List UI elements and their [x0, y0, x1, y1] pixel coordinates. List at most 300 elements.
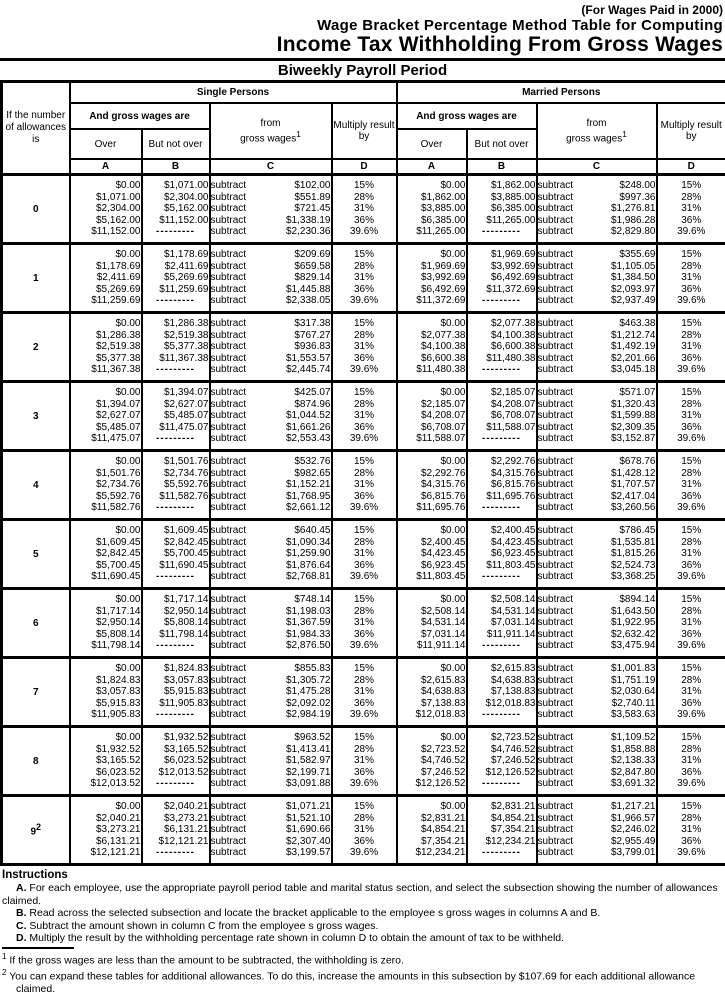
- rate-value: 36%: [333, 698, 396, 710]
- but-not-over-value: $1,501.76: [143, 456, 209, 468]
- subtract-line: [211, 560, 331, 572]
- wages-paid-note: (For Wages Paid in 2000): [0, 3, 723, 17]
- no-upper-limit-dashes: ---------: [468, 640, 536, 652]
- subtract-word: subtract: [211, 364, 247, 376]
- no-upper-limit-dashes: ---------: [468, 778, 536, 790]
- over-value: $2,400.45: [398, 537, 466, 549]
- subtract-amount: $355.69: [619, 249, 655, 261]
- but-not-over-value: $12,018.83: [468, 698, 536, 710]
- instructions-section: [0, 866, 725, 995]
- allowance-count: 7: [33, 687, 39, 698]
- allowance-count: 2: [33, 342, 39, 353]
- no-upper-limit-dashes: ---------: [143, 433, 209, 445]
- subtract-line: [211, 571, 331, 583]
- over-value: $11,372.69: [398, 295, 466, 307]
- but-not-over-value: $6,131.21: [143, 824, 209, 836]
- rate-value: 28%: [333, 606, 396, 618]
- subtract-amount: $551.89: [294, 192, 330, 204]
- subtract-word: subtract: [538, 709, 574, 721]
- subtract-word: subtract: [211, 847, 247, 859]
- subtract-amount: $2,524.73: [611, 560, 656, 572]
- over-value: $0.00: [71, 318, 141, 330]
- no-upper-limit-dashes: ---------: [143, 571, 209, 583]
- subtract-line: [211, 755, 331, 767]
- subtract-amount: $532.76: [294, 456, 330, 468]
- over-value: $4,854.21: [398, 824, 466, 836]
- rate-value: 15%: [658, 801, 725, 813]
- but-not-over-value: $11,911.14: [468, 629, 536, 641]
- subtract-word: subtract: [211, 755, 247, 767]
- rate-value: 31%: [333, 548, 396, 560]
- rate-value: 15%: [333, 801, 396, 813]
- married-over-cell: [397, 175, 467, 244]
- subtract-word: subtract: [538, 537, 574, 549]
- over-value: $0.00: [398, 801, 466, 813]
- subtract-amount: $1,986.28: [611, 215, 656, 227]
- subtract-word: subtract: [538, 456, 574, 468]
- subtract-amount: $2,201.66: [611, 353, 656, 365]
- subtract-word: subtract: [538, 318, 574, 330]
- married-rate-cell: [657, 382, 725, 451]
- subtract-word: subtract: [538, 571, 574, 583]
- but-not-over-value: $2,723.52: [468, 732, 536, 744]
- married-rate-cell: [657, 451, 725, 520]
- subtract-amount: $1,922.95: [611, 617, 656, 629]
- single-subtract-cell: [210, 175, 332, 244]
- over-value: $0.00: [71, 801, 141, 813]
- allowance-count-cell: [2, 520, 70, 589]
- subtract-amount: $767.27: [294, 330, 330, 342]
- subtract-word: subtract: [538, 226, 574, 238]
- married-subtract-cell: [537, 658, 657, 727]
- subtract-line: [211, 364, 331, 376]
- subtract-word: subtract: [211, 399, 247, 411]
- over-value: $2,842.45: [71, 548, 141, 560]
- rate-value: 36%: [333, 284, 396, 296]
- instruction-c: [2, 920, 721, 933]
- over-value: $11,259.69: [71, 295, 141, 307]
- subtract-word: subtract: [211, 468, 247, 480]
- subtract-line: [211, 709, 331, 721]
- subtract-word: subtract: [211, 675, 247, 687]
- single-from-gross-header: [210, 103, 332, 159]
- but-not-over-value: $5,485.07: [143, 410, 209, 422]
- subtract-amount: $2,138.33: [611, 755, 656, 767]
- subtract-amount: $640.45: [294, 525, 330, 537]
- rate-value: 39.6%: [333, 640, 396, 652]
- over-value: $2,077.38: [398, 330, 466, 342]
- over-value: $2,831.21: [398, 813, 466, 825]
- but-not-over-value: $4,746.52: [468, 744, 536, 756]
- subtract-line: [211, 468, 331, 480]
- over-value: $2,723.52: [398, 744, 466, 756]
- subtract-amount: $1,475.28: [286, 686, 331, 698]
- rate-value: 39.6%: [658, 364, 725, 376]
- subtract-word: subtract: [211, 548, 247, 560]
- subtract-line: [538, 663, 656, 675]
- but-not-over-value: $4,315.76: [468, 468, 536, 480]
- subtract-amount: $1,090.34: [286, 537, 331, 549]
- subtract-word: subtract: [211, 284, 247, 296]
- over-value: $3,885.00: [398, 203, 466, 215]
- subtract-word: subtract: [538, 433, 574, 445]
- over-value: $2,411.69: [71, 272, 141, 284]
- rate-value: 39.6%: [658, 709, 725, 721]
- single-rate-cell: [332, 520, 397, 589]
- rate-value: 39.6%: [333, 364, 396, 376]
- subtract-word: subtract: [211, 606, 247, 618]
- subtract-line: [211, 606, 331, 618]
- subtract-line: [538, 192, 656, 204]
- over-value: $2,519.38: [71, 341, 141, 353]
- single-but-not-over-cell: [142, 175, 210, 244]
- subtract-line: [538, 364, 656, 376]
- subtract-word: subtract: [211, 330, 247, 342]
- subtract-word: subtract: [211, 387, 247, 399]
- subtract-line: [211, 422, 331, 434]
- instruction-d-label: D.: [16, 932, 27, 944]
- but-not-over-value: $4,423.45: [468, 537, 536, 549]
- no-upper-limit-dashes: ---------: [468, 571, 536, 583]
- subtract-line: [538, 261, 656, 273]
- rate-value: 31%: [658, 755, 725, 767]
- subtract-line: [538, 813, 656, 825]
- but-not-over-value: $11,588.07: [468, 422, 536, 434]
- rate-value: 36%: [333, 422, 396, 434]
- single-rate-cell: [332, 382, 397, 451]
- single-gross-wages-header: And gross wages are: [70, 103, 210, 129]
- subtract-word: subtract: [538, 203, 574, 215]
- footnote-2-text: You can expand these tables for additional allowances. To do this, increase the amounts in this subsection by $107.69 for each additional allowance claimed.: [9, 970, 695, 995]
- subtract-amount: $678.76: [619, 456, 655, 468]
- subtract-line: [211, 410, 331, 422]
- rate-value: 15%: [333, 387, 396, 399]
- subtract-line: [538, 468, 656, 480]
- over-value: $0.00: [71, 180, 141, 192]
- subtract-word: subtract: [211, 663, 247, 675]
- single-subtract-cell: [210, 658, 332, 727]
- single-col-letter-d: D: [332, 159, 397, 175]
- subtract-line: [538, 675, 656, 687]
- single-subtract-cell: [210, 796, 332, 865]
- over-value: $2,185.07: [398, 399, 466, 411]
- allowance-row-3: [2, 382, 725, 451]
- subtract-line: [211, 203, 331, 215]
- subtract-line: [538, 353, 656, 365]
- but-not-over-value: $4,638.83: [468, 675, 536, 687]
- subtract-amount: $1,815.26: [611, 548, 656, 560]
- over-value: $11,695.76: [398, 502, 466, 514]
- married-over-cell: [397, 313, 467, 382]
- payroll-period-title: Biweekly Payroll Period: [0, 61, 725, 80]
- subtract-amount: $963.52: [294, 732, 330, 744]
- subtract-word: subtract: [211, 686, 247, 698]
- subtract-amount: $3,475.94: [611, 640, 656, 652]
- over-value: $11,905.83: [71, 709, 141, 721]
- but-not-over-value: $6,600.38: [468, 341, 536, 353]
- but-not-over-value: $2,077.38: [468, 318, 536, 330]
- over-value: $1,501.76: [71, 468, 141, 480]
- no-upper-limit-dashes: ---------: [468, 226, 536, 238]
- subtract-word: subtract: [211, 456, 247, 468]
- subtract-line: [538, 847, 656, 859]
- but-not-over-value: $6,385.00: [468, 203, 536, 215]
- single-rate-cell: [332, 589, 397, 658]
- instruction-d: [2, 932, 721, 945]
- but-not-over-value: $4,531.14: [468, 606, 536, 618]
- subtract-line: [538, 594, 656, 606]
- over-value: $4,315.76: [398, 479, 466, 491]
- but-not-over-value: $2,831.21: [468, 801, 536, 813]
- allowance-row-0: [2, 175, 725, 244]
- subtract-word: subtract: [538, 847, 574, 859]
- subtract-line: [538, 502, 656, 514]
- subtract-amount: $1,599.88: [611, 410, 656, 422]
- subtract-amount: $1,535.81: [611, 537, 656, 549]
- rate-value: 15%: [658, 456, 725, 468]
- rate-value: 31%: [658, 548, 725, 560]
- subtract-word: subtract: [538, 387, 574, 399]
- but-not-over-value: $12,013.52: [143, 767, 209, 779]
- withholding-table: [0, 80, 725, 866]
- allowance-count-cell: [2, 175, 70, 244]
- subtract-word: subtract: [538, 410, 574, 422]
- subtract-word: subtract: [538, 180, 574, 192]
- married-over-cell: [397, 244, 467, 313]
- subtract-amount: $2,338.05: [286, 295, 331, 307]
- but-not-over-value: $3,273.21: [143, 813, 209, 825]
- over-value: $7,031.14: [398, 629, 466, 641]
- subtract-line: [211, 261, 331, 273]
- over-value: $4,423.45: [398, 548, 466, 560]
- over-value: $6,815.76: [398, 491, 466, 503]
- married-rate-cell: [657, 658, 725, 727]
- subtract-word: subtract: [538, 353, 574, 365]
- allowance-row-2: [2, 313, 725, 382]
- subtract-amount: $2,092.02: [286, 698, 331, 710]
- married-but-not-over-cell: [467, 727, 537, 796]
- married-subtract-cell: [537, 727, 657, 796]
- subtract-amount: $786.45: [619, 525, 655, 537]
- subtract-word: subtract: [211, 698, 247, 710]
- subtract-line: [211, 180, 331, 192]
- subtract-line: [211, 456, 331, 468]
- subtract-amount: $2,937.49: [611, 295, 656, 307]
- rate-value: 31%: [333, 479, 396, 491]
- instruction-a-text: For each employee, use the appropriate payroll period table and marital status section, and select the subsection showing the number of allowances claimed.: [2, 882, 718, 907]
- single-rate-cell: [332, 451, 397, 520]
- over-value: $11,798.14: [71, 640, 141, 652]
- subtract-amount: $2,829.80: [611, 226, 656, 238]
- subtract-line: [538, 433, 656, 445]
- subtract-amount: $248.00: [619, 180, 655, 192]
- no-upper-limit-dashes: ---------: [468, 709, 536, 721]
- rate-value: 31%: [658, 272, 725, 284]
- single-but-not-over-cell: [142, 520, 210, 589]
- married-over-cell: [397, 727, 467, 796]
- instruction-b-text: Read across the selected subsection and locate the bracket applicable to the employee s gross wages in columns A and B.: [29, 907, 600, 919]
- subtract-line: [538, 284, 656, 296]
- subtract-word: subtract: [211, 479, 247, 491]
- over-value: $0.00: [398, 387, 466, 399]
- subtract-word: subtract: [538, 341, 574, 353]
- married-over-cell: [397, 589, 467, 658]
- subtract-line: [211, 318, 331, 330]
- subtract-amount: $2,093.97: [611, 284, 656, 296]
- subtract-word: subtract: [538, 502, 574, 514]
- subtract-line: [538, 272, 656, 284]
- subtract-line: [211, 744, 331, 756]
- over-value: $12,018.83: [398, 709, 466, 721]
- but-not-over-value: $2,292.76: [468, 456, 536, 468]
- subtract-word: subtract: [211, 433, 247, 445]
- allowance-row-8: [2, 727, 725, 796]
- single-but-not-over-cell: [142, 796, 210, 865]
- but-not-over-value: $12,234.21: [468, 836, 536, 848]
- over-value: $6,492.69: [398, 284, 466, 296]
- subtract-amount: $3,199.57: [286, 847, 331, 859]
- rate-value: 28%: [658, 192, 725, 204]
- over-value: $0.00: [71, 456, 141, 468]
- rate-value: 28%: [333, 813, 396, 825]
- rate-value: 15%: [658, 318, 725, 330]
- subtract-amount: $3,691.32: [611, 778, 656, 790]
- rate-value: 28%: [333, 192, 396, 204]
- subtract-word: subtract: [538, 192, 574, 204]
- document-title-line1: Wage Bracket Percentage Method Table for Computing: [0, 17, 723, 34]
- but-not-over-value: $11,905.83: [143, 698, 209, 710]
- rate-value: 31%: [333, 617, 396, 629]
- rate-value: 31%: [333, 824, 396, 836]
- document-title-line2: Income Tax Withholding From Gross Wages: [0, 34, 723, 56]
- allowance-count: 8: [33, 756, 39, 767]
- single-col-letter-a: A: [70, 159, 142, 175]
- over-value: $1,862.00: [398, 192, 466, 204]
- subtract-line: [538, 456, 656, 468]
- subtract-word: subtract: [211, 353, 247, 365]
- subtract-amount: $3,045.18: [611, 364, 656, 376]
- subtract-line: [211, 502, 331, 514]
- subtract-line: [211, 537, 331, 549]
- no-upper-limit-dashes: ---------: [468, 847, 536, 859]
- subtract-word: subtract: [211, 180, 247, 192]
- subtract-line: [538, 836, 656, 848]
- subtract-amount: $1,966.57: [611, 813, 656, 825]
- subtract-word: subtract: [211, 215, 247, 227]
- married-persons-header: Married Persons: [397, 82, 725, 104]
- subtract-line: [211, 824, 331, 836]
- subtract-amount: $1,428.12: [611, 468, 656, 480]
- instruction-b: [2, 907, 721, 920]
- rate-value: 39.6%: [333, 502, 396, 514]
- subtract-amount: $982.65: [294, 468, 330, 480]
- but-not-over-value: $1,286.38: [143, 318, 209, 330]
- subtract-amount: $1,661.26: [286, 422, 331, 434]
- subtract-word: subtract: [538, 824, 574, 836]
- married-subtract-cell: [537, 382, 657, 451]
- single-over-header: Over: [70, 129, 142, 159]
- married-subtract-cell: [537, 313, 657, 382]
- subtract-line: [211, 249, 331, 261]
- subtract-line: [211, 215, 331, 227]
- rate-value: 31%: [333, 686, 396, 698]
- but-not-over-value: $11,480.38: [468, 353, 536, 365]
- subtract-amount: $894.14: [619, 594, 655, 606]
- but-not-over-value: $3,885.00: [468, 192, 536, 204]
- but-not-over-value: $11,803.45: [468, 560, 536, 572]
- married-over-cell: [397, 382, 467, 451]
- over-value: $2,040.21: [71, 813, 141, 825]
- married-col-letter-b: B: [467, 159, 537, 175]
- but-not-over-value: $6,023.52: [143, 755, 209, 767]
- single-rate-cell: [332, 313, 397, 382]
- but-not-over-value: $7,031.14: [468, 617, 536, 629]
- rate-value: 15%: [333, 180, 396, 192]
- subtract-word: subtract: [538, 778, 574, 790]
- subtract-line: [211, 847, 331, 859]
- table-body: [2, 175, 725, 865]
- subtract-word: subtract: [211, 491, 247, 503]
- over-value: $5,808.14: [71, 629, 141, 641]
- subtract-amount: $2,309.35: [611, 422, 656, 434]
- but-not-over-value: $7,354.21: [468, 824, 536, 836]
- but-not-over-value: $6,815.76: [468, 479, 536, 491]
- single-over-cell: [70, 658, 142, 727]
- married-over-cell: [397, 658, 467, 727]
- rate-value: 39.6%: [333, 709, 396, 721]
- rate-value: 36%: [333, 353, 396, 365]
- footnote-ref-1: 1: [296, 129, 301, 139]
- married-but-not-over-header: But not over: [467, 129, 537, 159]
- subtract-line: [211, 698, 331, 710]
- subtract-line: [538, 801, 656, 813]
- but-not-over-value: $5,592.76: [143, 479, 209, 491]
- married-but-not-over-cell: [467, 244, 537, 313]
- subtract-word: subtract: [211, 594, 247, 606]
- rate-value: 36%: [658, 353, 725, 365]
- but-not-over-value: $1,969.69: [468, 249, 536, 261]
- single-rate-cell: [332, 244, 397, 313]
- rate-value: 28%: [658, 261, 725, 273]
- subtract-amount: $1,001.83: [611, 663, 656, 675]
- over-value: $5,915.83: [71, 698, 141, 710]
- rate-value: 31%: [658, 824, 725, 836]
- married-rate-cell: [657, 313, 725, 382]
- rate-value: 28%: [333, 744, 396, 756]
- over-value: $11,803.45: [398, 571, 466, 583]
- footnote-ref-1: 1: [622, 129, 627, 139]
- but-not-over-value: $11,695.76: [468, 491, 536, 503]
- married-but-not-over-cell: [467, 796, 537, 865]
- but-not-over-value: $12,126.52: [468, 767, 536, 779]
- subtract-amount: $1,044.52: [286, 410, 331, 422]
- subtract-word: subtract: [211, 318, 247, 330]
- over-value: $0.00: [398, 456, 466, 468]
- over-value: $3,273.21: [71, 824, 141, 836]
- married-subtract-cell: [537, 520, 657, 589]
- over-value: $1,824.83: [71, 675, 141, 687]
- but-not-over-value: $11,798.14: [143, 629, 209, 641]
- subtract-amount: $3,368.25: [611, 571, 656, 583]
- rate-value: 39.6%: [333, 295, 396, 307]
- subtract-amount: $209.69: [294, 249, 330, 261]
- subtract-amount: $2,445.74: [286, 364, 331, 376]
- over-value: $2,304.00: [71, 203, 141, 215]
- rate-value: 15%: [658, 180, 725, 192]
- single-but-not-over-cell: [142, 589, 210, 658]
- subtract-line: [211, 548, 331, 560]
- subtract-amount: $1,105.05: [611, 261, 656, 273]
